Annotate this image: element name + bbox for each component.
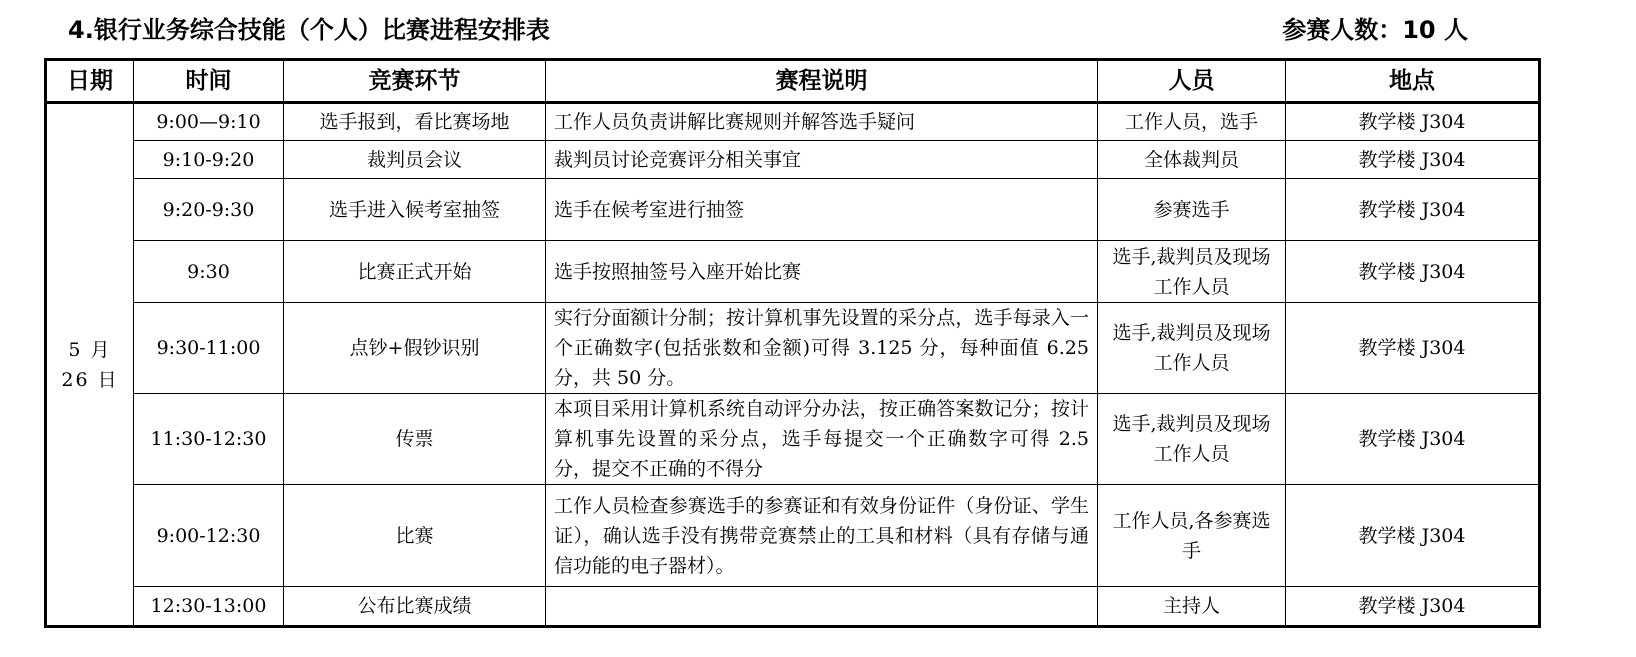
table-row xyxy=(46,587,1540,627)
place-cell: 教学楼 J304 xyxy=(1286,587,1540,627)
people-cell: 选手,裁判员及现场工作人员 xyxy=(1098,303,1286,394)
description-cell: 工作人员检查参赛选手的参赛证和有效身份证件（身份证、学生证），确认选手没有携带竞赛禁止的工具和材料（具有存储与通信功能的电子器材）。 xyxy=(546,485,1098,587)
people-cell: 参赛选手 xyxy=(1098,179,1286,241)
people-cell: 选手,裁判员及现场工作人员 xyxy=(1098,241,1286,303)
people-cell: 选手,裁判员及现场工作人员 xyxy=(1098,394,1286,485)
table-row xyxy=(46,241,1540,303)
description-cell: 本项目采用计算机系统自动评分办法，按正确答案数记分；按计算机事先设置的采分点，选手每提交一个正确数字可得 2.5 分，提交不正确的不得分 xyxy=(546,394,1098,485)
place-cell: 教学楼 J304 xyxy=(1286,485,1540,587)
table-row xyxy=(46,485,1540,587)
header-time: 时间 xyxy=(134,60,284,103)
description-cell: 实行分面额计分制；按计算机事先设置的采分点，选手每录入一个正确数字(包括张数和金额)可得 3.125 分，每种面值 6.25 分，共 50 分。 xyxy=(546,303,1098,394)
header-stage: 竞赛环节 xyxy=(284,60,546,103)
place-cell: 教学楼 J304 xyxy=(1286,179,1540,241)
time-cell: 9:10-9:20 xyxy=(134,141,284,179)
participant-count: 参赛人数：10 人 xyxy=(1282,16,1468,44)
table-row xyxy=(46,303,1540,394)
table-row xyxy=(46,179,1540,241)
place-cell: 教学楼 J304 xyxy=(1286,394,1540,485)
table-header-row xyxy=(46,60,1540,103)
time-cell: 9:30-11:00 xyxy=(134,303,284,394)
time-cell: 9:30 xyxy=(134,241,284,303)
time-cell: 12:30-13:00 xyxy=(134,587,284,627)
stage-cell: 点钞+假钞识别 xyxy=(284,303,546,394)
place-cell: 教学楼 J304 xyxy=(1286,103,1540,141)
schedule-table xyxy=(44,58,1541,628)
time-cell: 11:30-12:30 xyxy=(134,394,284,485)
date-cell: 5 月 26 日 xyxy=(46,103,134,627)
stage-cell: 传票 xyxy=(284,394,546,485)
stage-cell: 选手进入候考室抽签 xyxy=(284,179,546,241)
table-row xyxy=(46,103,1540,141)
header-date: 日期 xyxy=(46,60,134,103)
time-cell: 9:00-12:30 xyxy=(134,485,284,587)
description-cell: 选手在候考室进行抽签 xyxy=(546,179,1098,241)
place-cell: 教学楼 J304 xyxy=(1286,141,1540,179)
stage-cell: 公布比赛成绩 xyxy=(284,587,546,627)
stage-cell: 选手报到，看比赛场地 xyxy=(284,103,546,141)
description-cell: 工作人员负责讲解比赛规则并解答选手疑问 xyxy=(546,103,1098,141)
table-row xyxy=(46,141,1540,179)
time-cell: 9:00—9:10 xyxy=(134,103,284,141)
stage-cell: 比赛 xyxy=(284,485,546,587)
people-cell: 全体裁判员 xyxy=(1098,141,1286,179)
stage-cell: 裁判员会议 xyxy=(284,141,546,179)
table-row xyxy=(46,394,1540,485)
people-cell: 主持人 xyxy=(1098,587,1286,627)
description-cell: 选手按照抽签号入座开始比赛 xyxy=(546,241,1098,303)
place-cell: 教学楼 J304 xyxy=(1286,303,1540,394)
people-cell: 工作人员,各参赛选手 xyxy=(1098,485,1286,587)
header-description: 赛程说明 xyxy=(546,60,1098,103)
page-title: 4.银行业务综合技能（个人）比赛进程安排表 xyxy=(68,16,550,44)
place-cell: 教学楼 J304 xyxy=(1286,241,1540,303)
description-cell: 裁判员讨论竞赛评分相关事宜 xyxy=(546,141,1098,179)
description-cell xyxy=(546,587,1098,627)
people-cell: 工作人员，选手 xyxy=(1098,103,1286,141)
header-people: 人员 xyxy=(1098,60,1286,103)
stage-cell: 比赛正式开始 xyxy=(284,241,546,303)
time-cell: 9:20-9:30 xyxy=(134,179,284,241)
header-place: 地点 xyxy=(1286,60,1540,103)
